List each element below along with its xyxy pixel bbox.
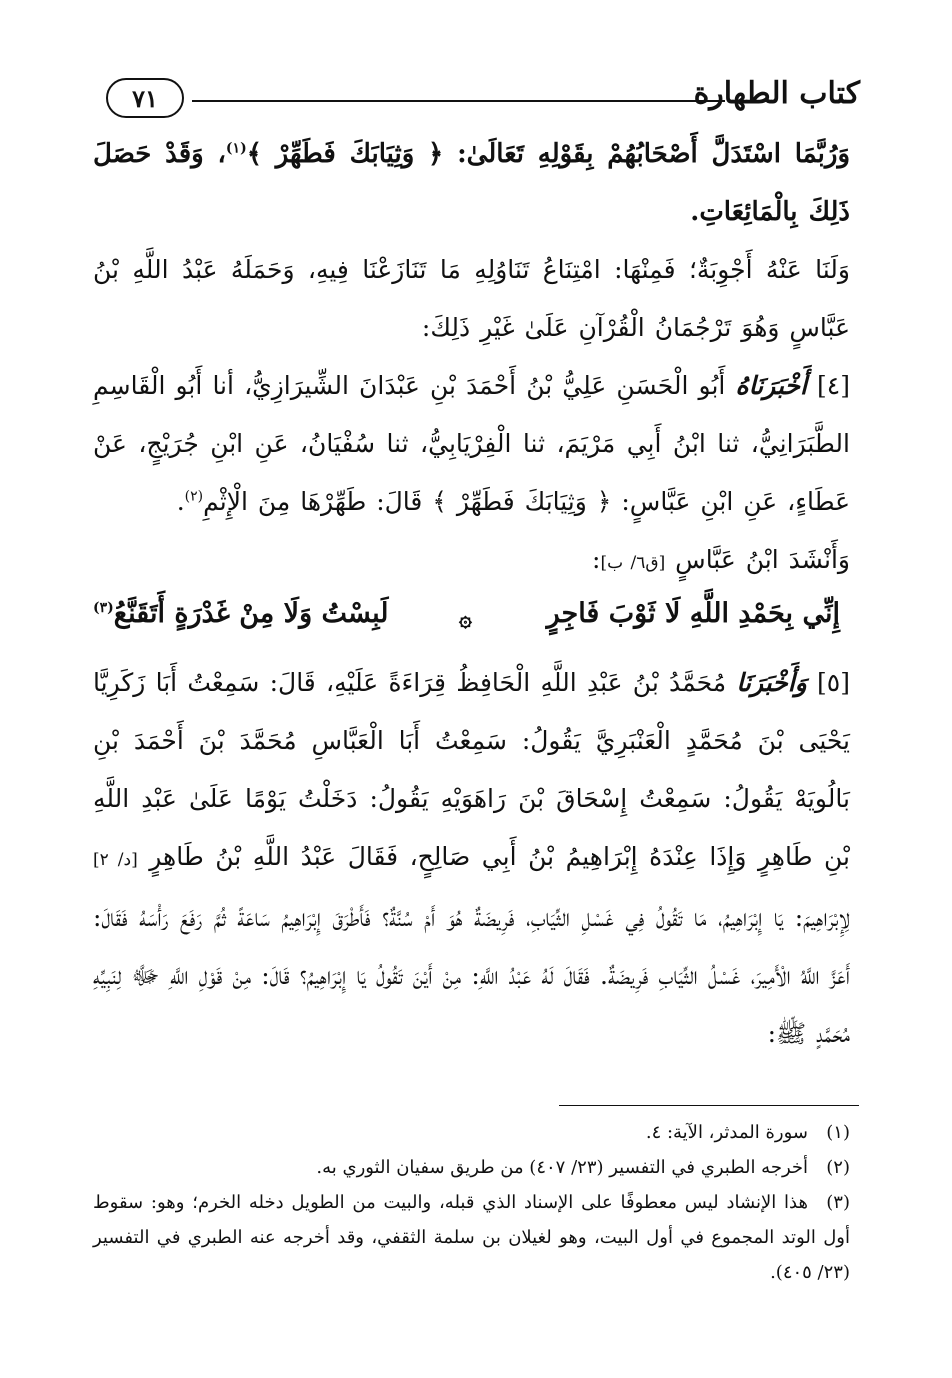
narration-text-5b: لِإِبْرَاهِيمَ: يَا إِبْرَاهِيمُ، مَا تَقُولُ فِي غَسْلِ الثِّيَابِ، فَرِيضَةٌ هُوَ أَمْ سُنَّةٌ؟ فَأَطْرَقَ إِبْرَاهِيمُ سَاعَةً ثُمَّ رَفَعَ رَأْسَهُ فَقَالَ: أَعَزَّ اللَّهُ الْأَمِيرَ، غَسْلُ الثِّيَابِ فَرِيضَةٌ. فَقَالَ لَهُ عَبْدُ اللَّهِ: مِنْ أَيْنَ تَقُولُ يَا إِبْرَاهِيمُ؟ قَالَ: مِنْ قَوْلِ اللَّهِ ﷻ لِنَبِيِّهِ مُحَمَّدٍ ﷺ:: [93, 903, 850, 1048]
paragraph-1: [93, 125, 850, 241]
footnote-number: (١): [826, 1122, 850, 1143]
footnote-number: (٢): [826, 1157, 850, 1178]
recital-end: :: [592, 545, 601, 574]
footnote-2: [93, 1150, 850, 1185]
p2-text: وَلَنَا عَنْهُ أَجْوِبَةٌ؛ فَمِنْهَا: امْتِنَاعُ تَنَاوُلِهِ مَا تَنَازَعْنَا فِيهِ، وَحَمَلَهُ عَبْدُ اللَّهِ بْنُ عَبَّاسٍ وَهُوَ تَرْجُمَانُ الْقُرْآنِ عَلَىٰ غَيْرِ ذَلِكَ:: [93, 255, 850, 342]
footnote-1: [93, 1115, 850, 1150]
main-text: [93, 125, 850, 1063]
verse-second-text: لَبِسْتُ وَلَا مِنْ غَدْرَةٍ أَتَقَنَّعُ: [113, 598, 389, 629]
narration-end-4: .: [176, 487, 185, 516]
header-rule: [192, 100, 725, 102]
footnote-3: [93, 1185, 850, 1290]
footnote-ref-1: (١): [225, 140, 247, 157]
page-number: ٧١: [132, 83, 158, 113]
narration-number-4: [٤]: [817, 371, 850, 400]
page-header: [100, 70, 860, 130]
book-title: كتاب الطهارة: [693, 76, 860, 111]
footnotes: [93, 1115, 850, 1290]
narration-lead-5: وَأَخْبَرَنَا: [736, 668, 807, 697]
footnote-ref-3: (٣): [93, 600, 114, 616]
p1-main-text: وَرُبَّمَا اسْتَدَلَّ أَصْحَابُهُمْ بِقَوْلِهِ تَعَالَىٰ: ﴿ وَثِيَابَكَ فَطَهِّرْ ﴾: [246, 139, 850, 169]
footnote-separator: [559, 1105, 859, 1106]
manuscript-ref-1: [ق٦/ ب]: [600, 553, 666, 573]
p1-tail-text: ، وَقَدْ حَصَلَ ذَلِكَ بِالْمَائِعَاتِ.: [93, 139, 850, 227]
paragraph-narration-5: [93, 654, 850, 1063]
paragraph-narration-4: [93, 357, 850, 531]
page-number-badge: [106, 78, 184, 118]
footnote-text: هذا الإنشاد ليس معطوفًا على الإسناد الذي قبله، والبيت من الطويل دخله الخرم؛ وهو: سقوط أول الوتد المجموع في أول البيت، وهو لغيلان بن سلمة الثقفي، وقد أخرجه عنه الطبري في التفسير (٢٣/ ٤٠٥).: [93, 1192, 850, 1283]
manuscript-ref-2: [د/ ٢]: [93, 850, 138, 870]
verse-separator-icon: ۞: [459, 606, 472, 632]
narration-text-4: أَبُو الْحَسَنِ عَلِيُّ بْنُ أَحْمَدَ بْنِ عَبْدَانَ الشِّيرَازِيُّ، أنا أَبُو الْقَاسِمِ الطَّبَرَانِيُّ، ثنا ابْنُ أَبِي مَرْيَمَ، ثنا الْفِرْيَابِيُّ، ثنا سُفْيَانُ، عَنِ ابْنِ جُرَيْجٍ، عَنْ عَطَاءٍ، عَنِ ابْنِ عَبَّاسٍ: ﴿ وَثِيَابَكَ فَطَهِّرْ ﴾ قَالَ: طَهِّرْهَا مِنَ الْإِثْمِ: [93, 371, 850, 516]
recital-text: وَأَنْشَدَ ابْنُ عَبَّاسٍ: [675, 545, 850, 574]
narration-number-5: [٥]: [817, 668, 850, 697]
narration-text-5a: مُحَمَّدُ بْنُ عَبْدِ اللَّهِ الْحَافِظُ قِرَاءَةً عَلَيْهِ، قَالَ: سَمِعْتُ أَبَا زَكَرِيَّا يَحْيَى بْنَ مُحَمَّدٍ الْعَنْبَرِيَّ يَقُولُ: سَمِعْتُ أَبَا الْعَبَّاسِ مُحَمَّدَ بْنَ أَحْمَدَ بْنِ بَالُويَهْ يَقُولُ: سَمِعْتُ إِسْحَاقَ بْنَ رَاهَوَيْهِ يَقُولُ: دَخَلْتُ يَوْمًا عَلَىٰ عَبْدِ اللَّهِ بْنِ طَاهِرٍ وَإِذَا عِنْدَهُ إِبْرَاهِيمُ بْنُ أَبِي صَالِحٍ، فَقَالَ عَبْدُ اللَّهِ بْنُ طَاهِرٍ: [93, 668, 850, 871]
paragraph-2: [93, 241, 850, 357]
verse-second-hemistich: [93, 598, 388, 629]
footnote-number: (٣): [826, 1192, 850, 1213]
footnote-ref-2: (٢): [184, 488, 204, 505]
poetry-verse: [93, 592, 850, 654]
footnote-text: سورة المدثر، الآية: ٤.: [645, 1122, 808, 1143]
narration-lead-4: أَخْبَرَنَاهُ: [735, 371, 807, 400]
footnote-text: أخرجه الطبري في التفسير (٢٣/ ٤٠٧) من طريق سفيان الثوري به.: [316, 1157, 808, 1178]
paragraph-recital: [93, 531, 850, 592]
verse-first-hemistich: إِنِّي بِحَمْدِ اللَّهِ لَا ثَوْبَ فَاجِرٍ: [546, 598, 840, 629]
